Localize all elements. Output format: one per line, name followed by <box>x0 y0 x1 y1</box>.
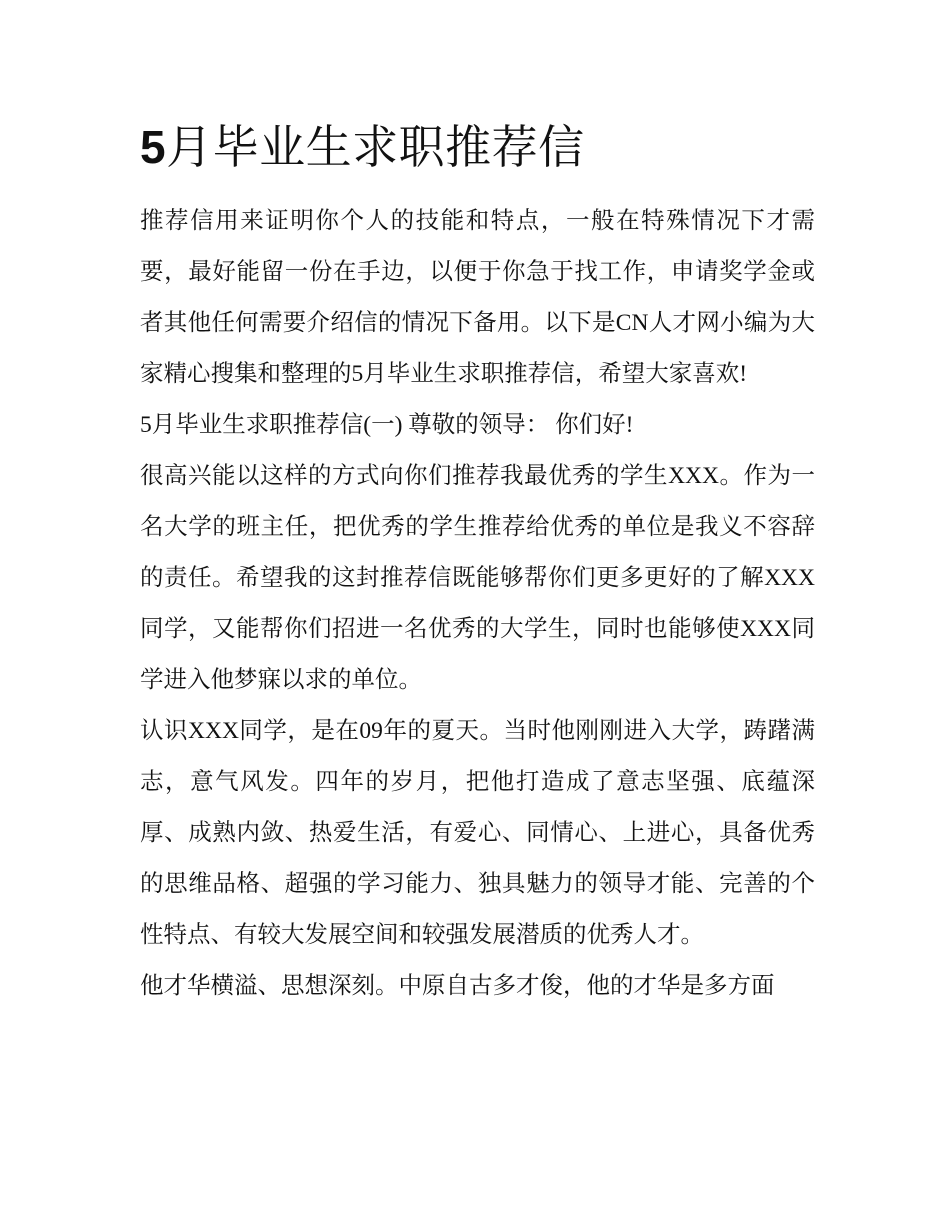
letter-heading-paragraph: 5月毕业生求职推荐信(一) 尊敬的领导： 你们好! <box>140 412 634 438</box>
intro-paragraph: 推荐信用来证明你个人的技能和特点，一般在特殊情况下才需要，最好能留一份在手边，以便于你急于找工作，申请奖学金或者其他任何需要介绍信的情况下备用。以下是CN人才网小编为大家精心搜集和整理的5月毕业生求职推荐信，希望大家喜欢! <box>140 208 815 387</box>
page-title <box>140 118 815 176</box>
document-body <box>140 118 815 1012</box>
acquaintance-paragraph: 认识XXX同学，是在09年的夏天。当时他刚刚进入大学，踌躇满志，意气风发。四年的岁月，把他打造成了意志坚强、底蕴深厚、成熟内敛、热爱生活，有爱心、同情心、上进心，具备优秀的思维品格、超强的学习能力、独具魅力的领导才能、完善的个性特点、有较大发展空间和较强发展潜质的优秀人才。 <box>140 718 815 948</box>
title-text: 月毕业生求职推荐信 <box>166 120 585 174</box>
talent-paragraph: 他才华横溢、思想深刻。中原自古多才俊，他的才华是多方面 <box>140 973 775 999</box>
title-number: 5 <box>140 121 167 173</box>
recommendation-paragraph: 很高兴能以这样的方式向你们推荐我最优秀的学生XXX。作为一名大学的班主任，把优秀的学生推荐给优秀的单位是我义不容辞的责任。希望我的这封推荐信既能够帮你们更多更好的了解XXX同学，又能帮你们招进一名优秀的大学生，同时也能够使XXX同学进入他梦寐以求的单位。 <box>140 463 815 693</box>
